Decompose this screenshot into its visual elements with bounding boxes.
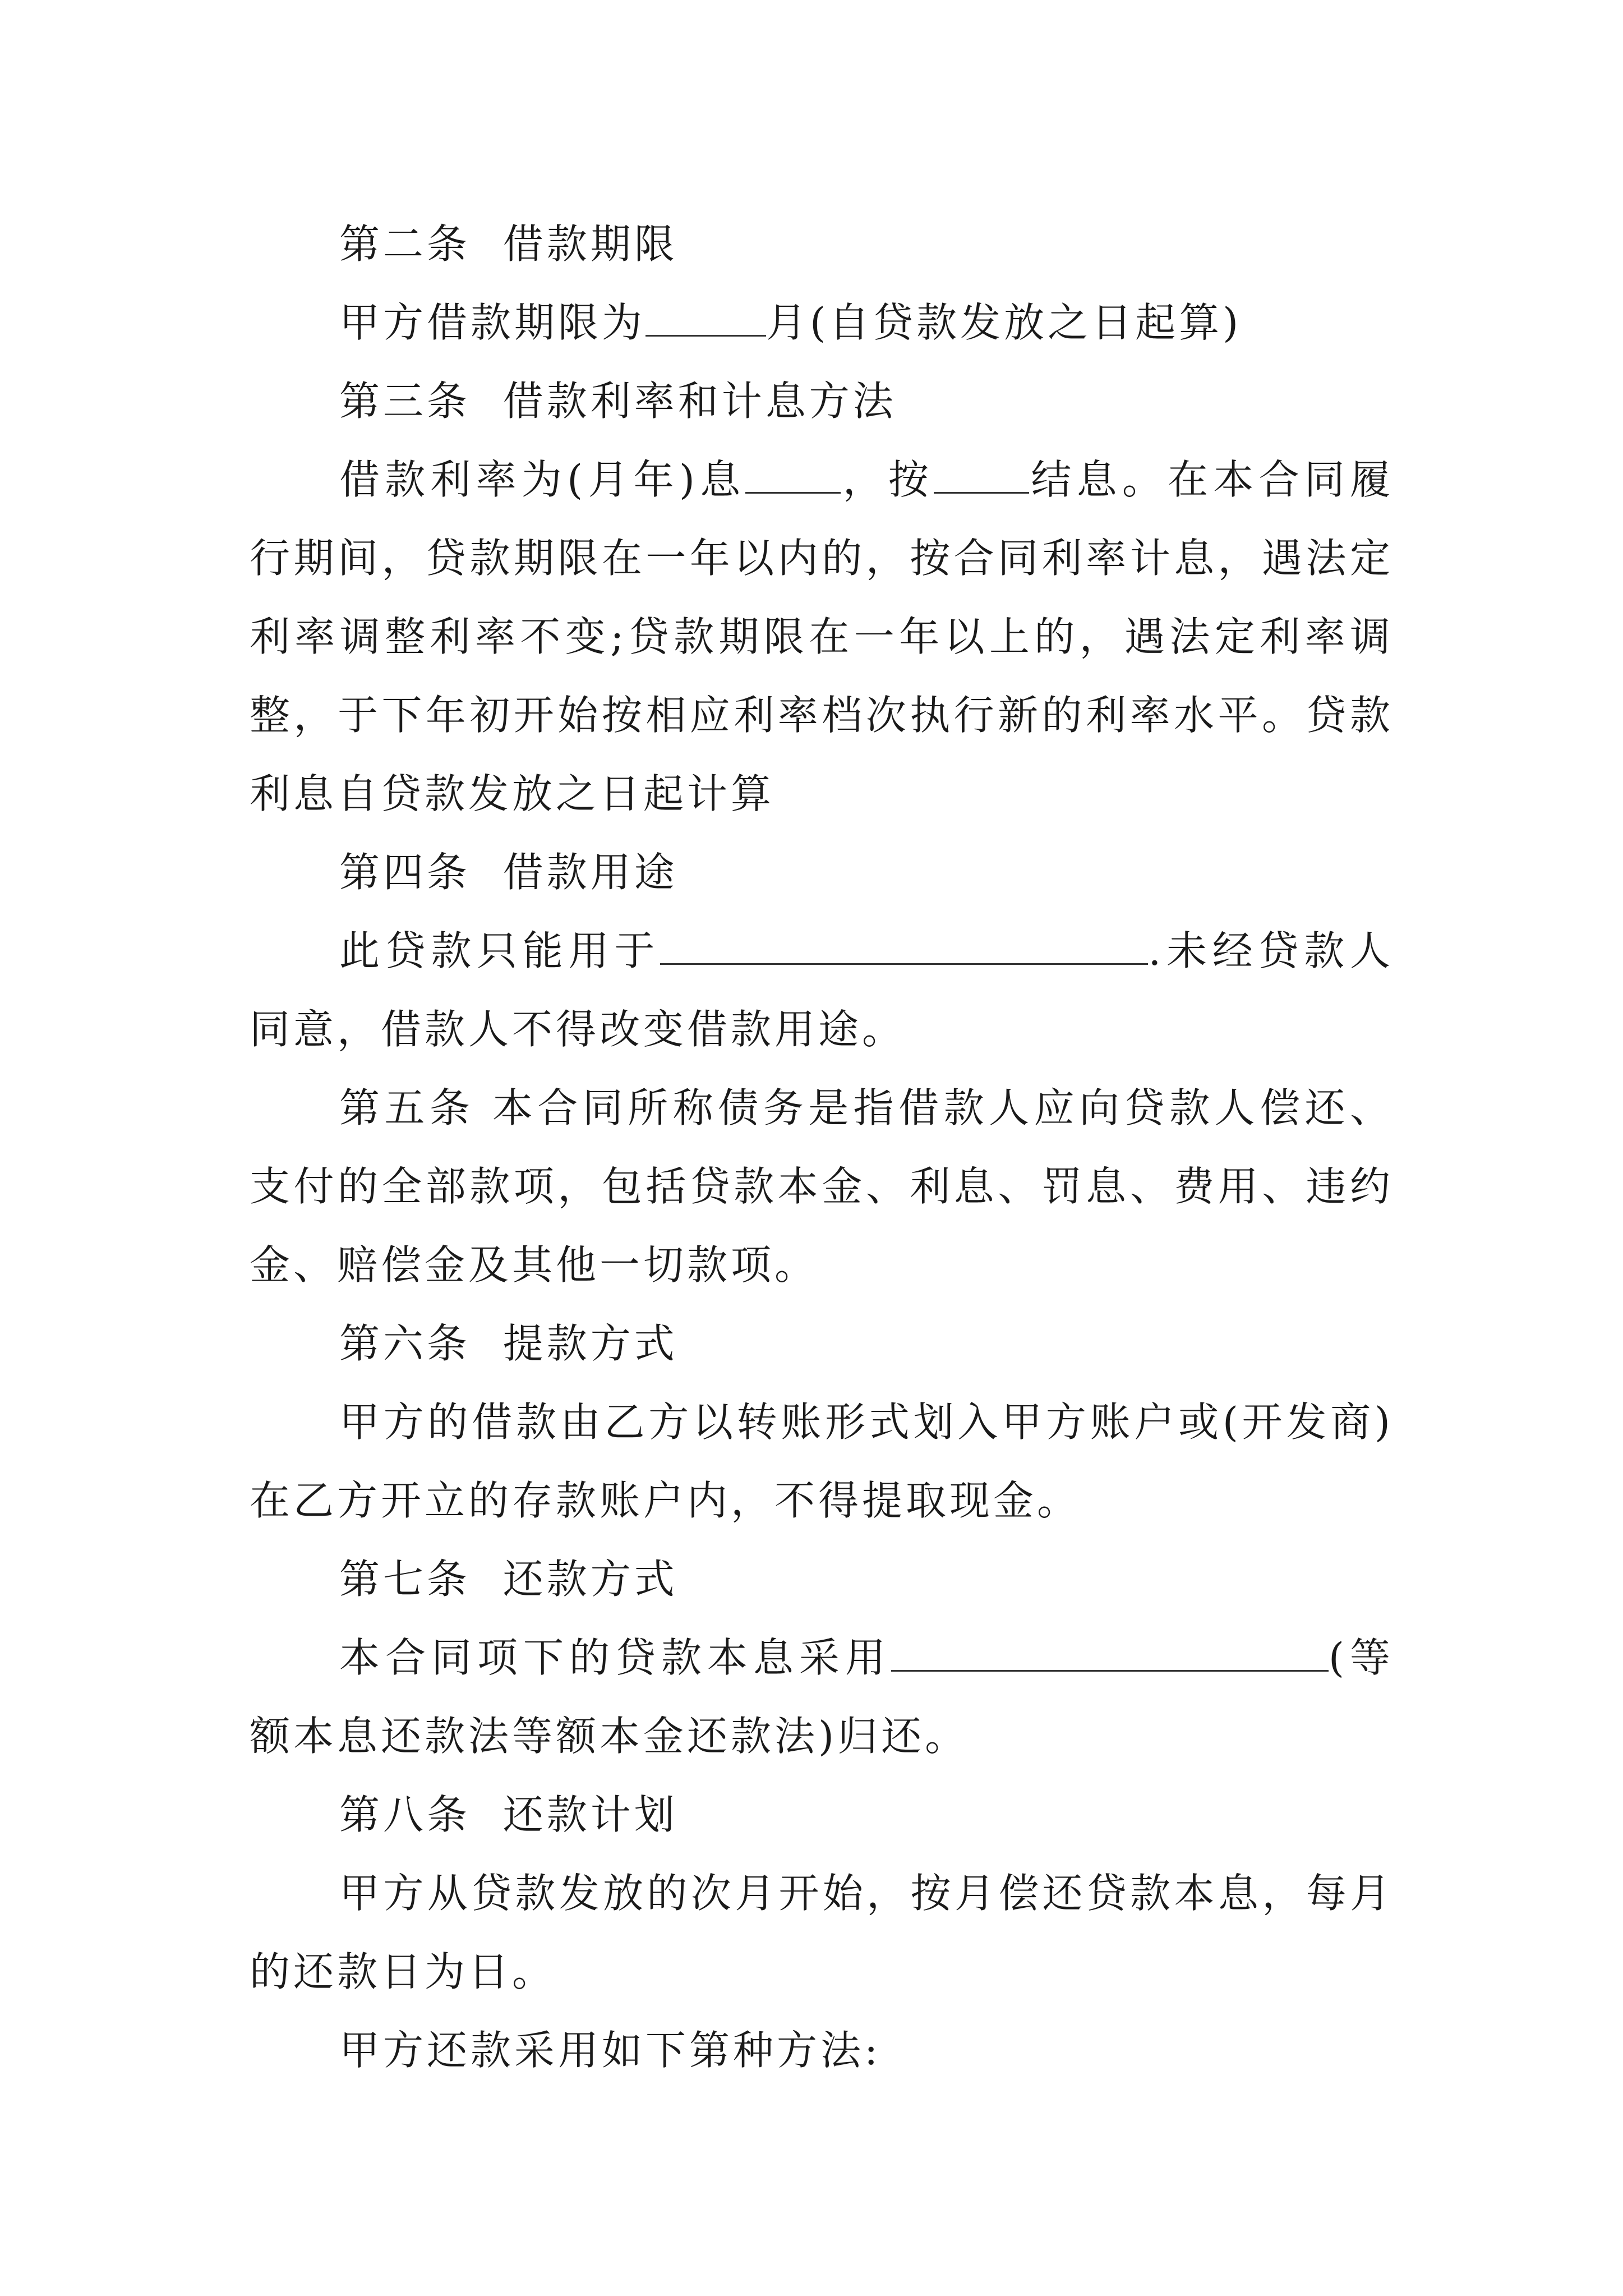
article-3-text xyxy=(250,440,1394,833)
loan-term-blank xyxy=(645,335,766,337)
article-2-text-after: 月(自贷款发放之日起算) xyxy=(766,299,1242,346)
article-8-title: 第八条 还款计划 xyxy=(339,1791,678,1838)
article-2-text-before: 甲方借款期限为 xyxy=(339,299,646,346)
article-6-text: 甲方的借款由乙方以转账形式划入甲方账户或(开发商)在乙方开立的存款账户内，不得提取现金。 xyxy=(250,1398,1394,1524)
article-3-text-part1: 借款利率为(月年)息 xyxy=(339,456,746,503)
contract-body xyxy=(250,205,1394,2090)
loan-purpose-blank xyxy=(660,963,1148,965)
article-2-title: 第二条 借款期限 xyxy=(339,220,678,268)
article-3-title: 第三条 借款利率和计息方法 xyxy=(339,378,897,425)
article-2-text xyxy=(250,283,1394,362)
article-3-text-part2: ，按 xyxy=(841,456,934,503)
article-4-text-after: .未经贷款人同意，借款人不得改变借款用途。 xyxy=(250,927,1394,1053)
settlement-period-blank xyxy=(934,492,1029,494)
article-4-text-before: 此贷款只能用于 xyxy=(339,927,661,974)
repayment-method-blank xyxy=(891,1670,1329,1672)
article-5-text: 第五条 本合同所称债务是指借款人应向贷款人偿还、支付的全部款项，包括贷款本金、利息、罚息、费用、违约金、赔偿金及其他一切款项。 xyxy=(250,1084,1394,1289)
article-6-title: 第六条 提款方式 xyxy=(339,1320,678,1367)
article-4-title: 第四条 借款用途 xyxy=(339,849,678,896)
article-8-text: 甲方从贷款发放的次月开始，按月偿还贷款本息，每月的还款日为日。 xyxy=(250,1870,1394,1995)
article-7-text-before: 本合同项下的贷款本息采用 xyxy=(339,1634,891,1681)
interest-rate-blank xyxy=(745,492,841,494)
article-3-text-part3: 结息。在本合同履行期间，贷款期限在一年以内的，按合同利率计息，遇法定利率调整利率不变;贷款期限在一年以上的，遇法定利率调整，于下年初开始按相应利率档次执行新的利率水平。贷款利息自贷款发放之日起计算 xyxy=(250,456,1394,817)
article-7-text-after: (等额本息还款法等额本金还款法)归还。 xyxy=(250,1634,1394,1760)
article-8-method: 甲方还款采用如下第种方法: xyxy=(339,2027,882,2074)
article-7-title: 第七条 还款方式 xyxy=(339,1556,678,1603)
article-4-text xyxy=(250,912,1394,1069)
article-7-text xyxy=(250,1618,1394,1775)
